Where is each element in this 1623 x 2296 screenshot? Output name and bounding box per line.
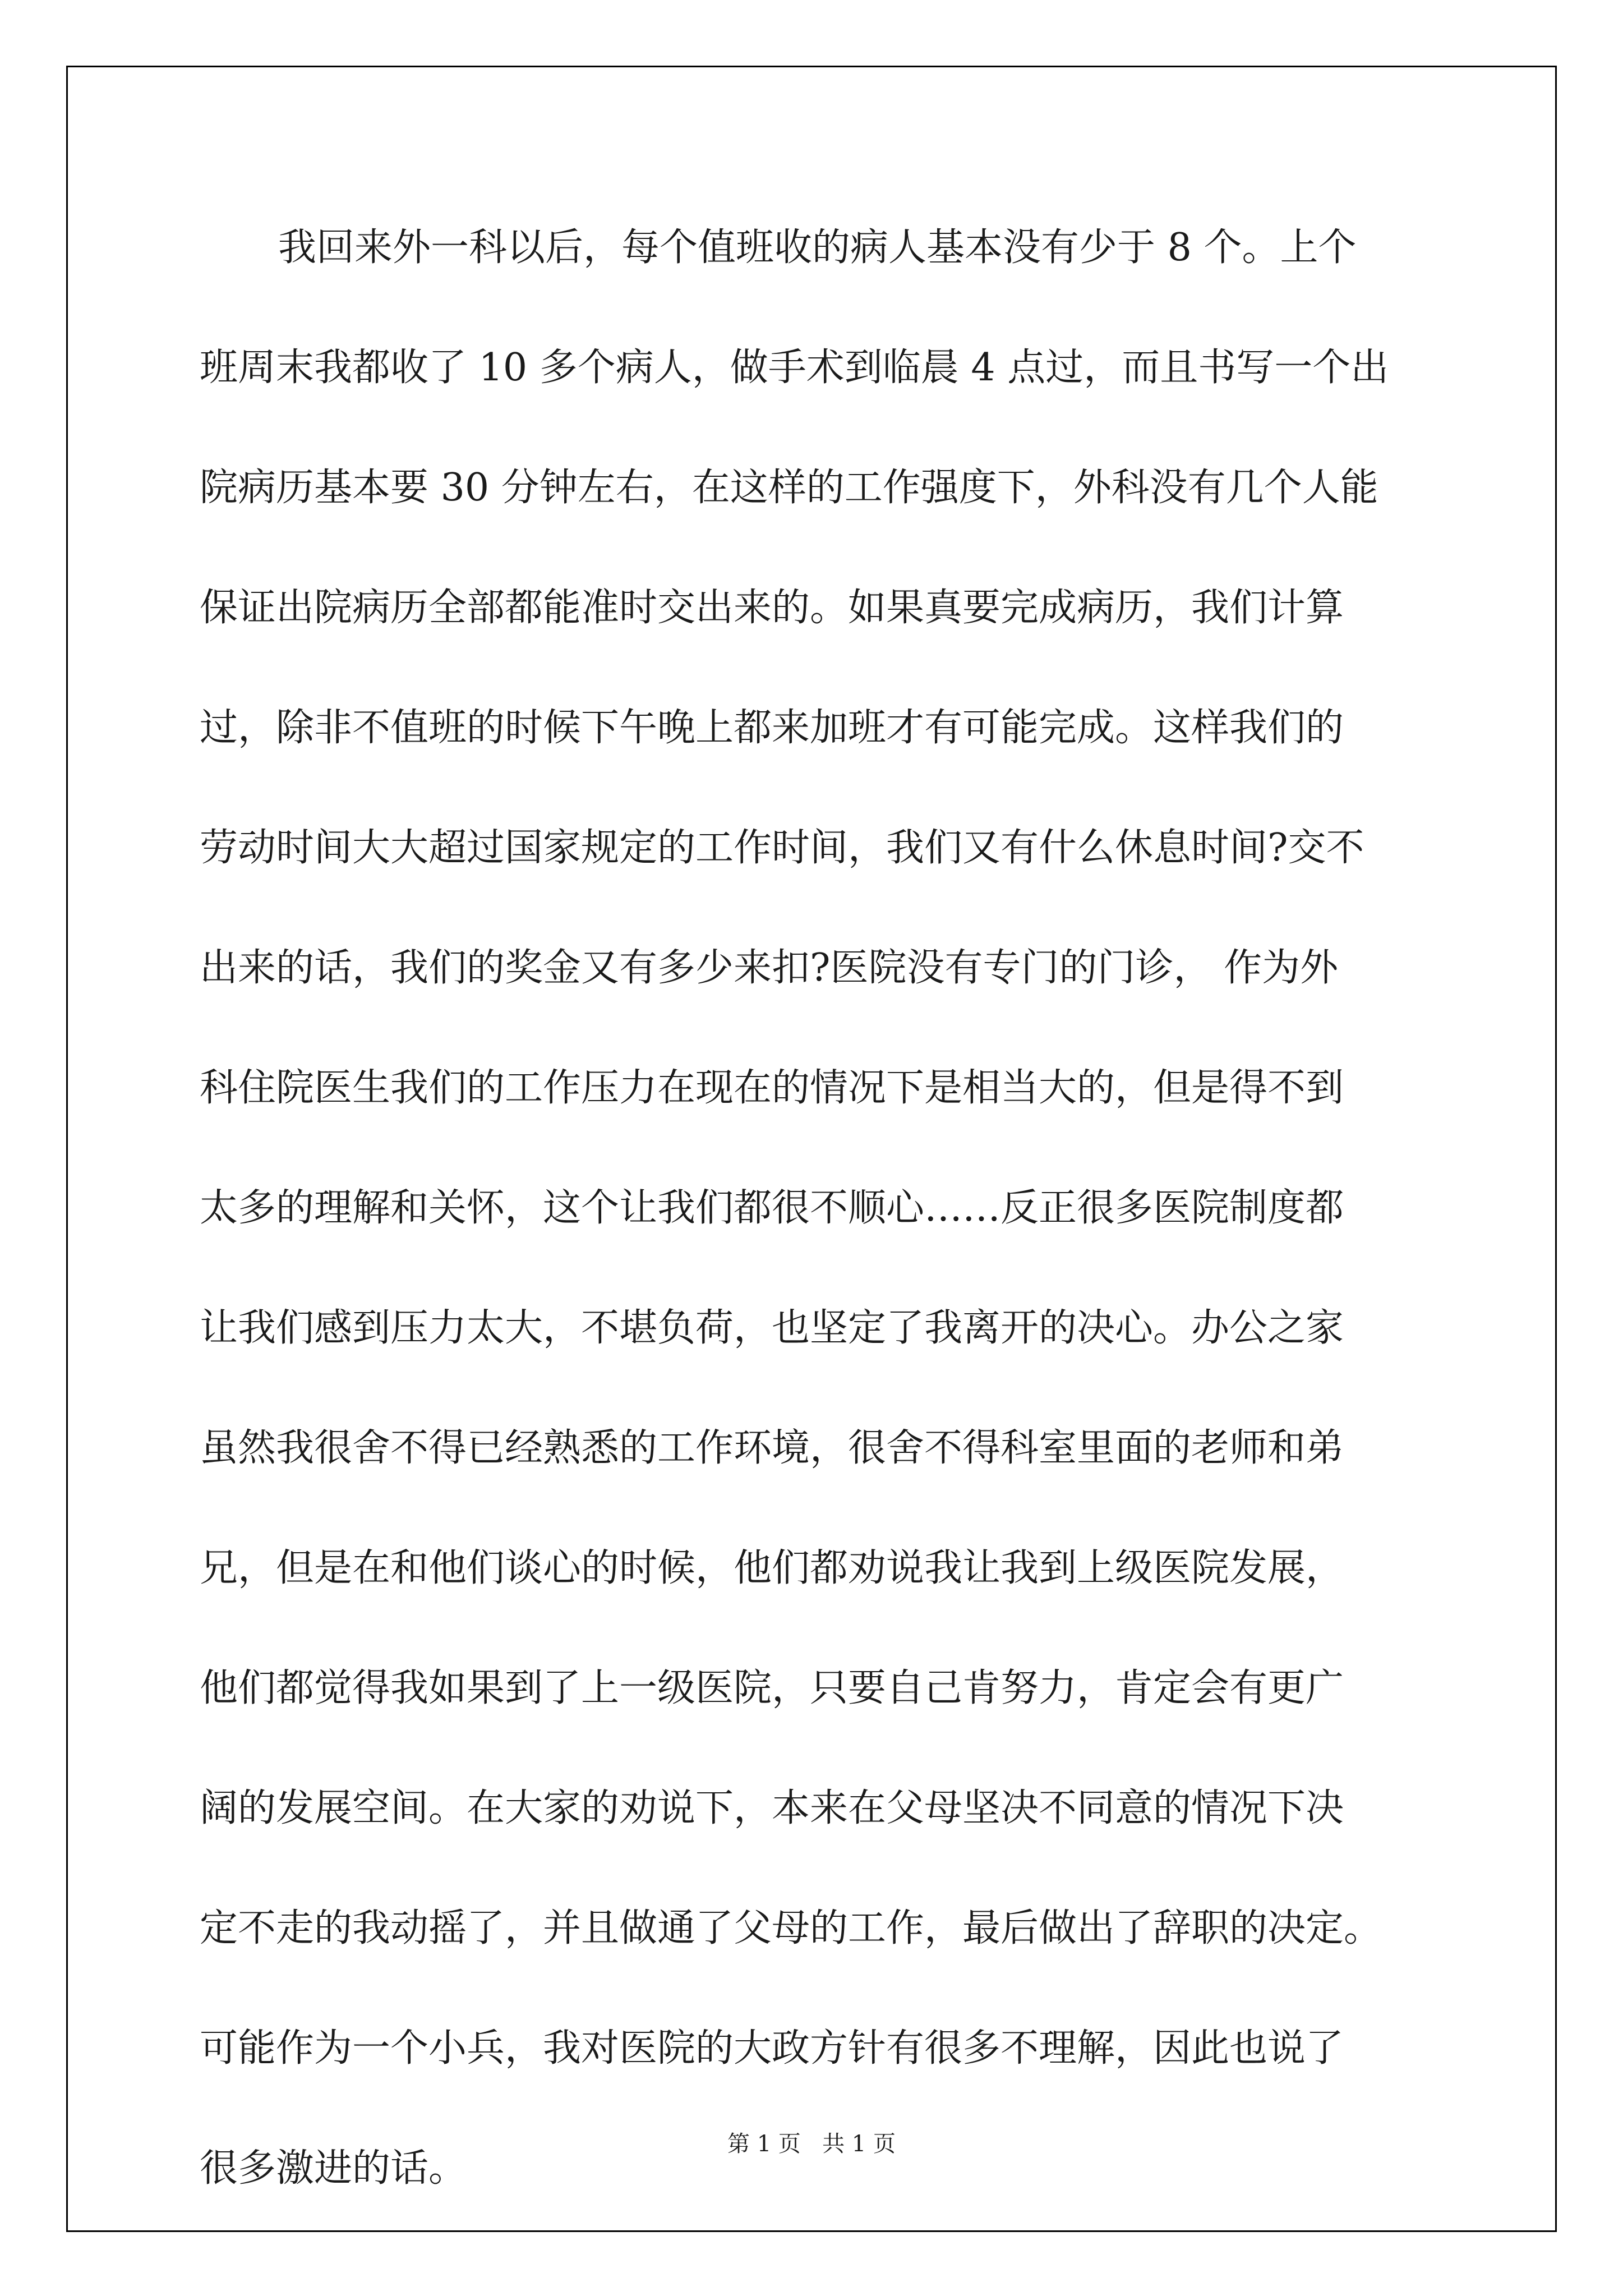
text-line: 虽然我很舍不得已经熟悉的工作环境，很舍不得科室里面的老师和弟 [200, 1426, 1344, 1470]
text-line: 很多激进的话。 [200, 2146, 467, 2191]
text-line: 太多的理解和关怀，这个让我们都很不顺心……反正很多医院制度都 [200, 1186, 1344, 1230]
text-line: 让我们感到压力太大，不堪负荷，也坚定了我离开的决心。办公之家 [200, 1306, 1344, 1350]
text-line: 过，除非不值班的时候下午晚上都来加班才有可能完成。这样我们的 [200, 706, 1344, 750]
text-line: 可能作为一个小兵，我对医院的大政方针有很多不理解，因此也说了 [200, 2026, 1344, 2070]
text-line: 定不走的我动摇了，并且做通了父母的工作，最后做出了辞职的决定。 [200, 1906, 1382, 1950]
text-line: 出来的话，我们的奖金又有多少来扣?医院没有专门的门诊， 作为外 [200, 946, 1339, 990]
text-line: 保证出院病历全部都能准时交出来的。如果真要完成病历，我们计算 [200, 586, 1344, 630]
text-line: 兄，但是在和他们谈心的时候，他们都劝说我让我到上级医院发展， [200, 1546, 1344, 1590]
text-line: 班周末我都收了 10 多个病人，做手术到临晨 4 点过，而且书写一个出 [200, 346, 1389, 390]
page-footer: 第 1 页 共 1 页 [727, 2131, 896, 2157]
text-line: 阔的发展空间。在大家的劝说下，本来在父母坚决不同意的情况下决 [200, 1786, 1344, 1830]
body-paragraph [200, 203, 1433, 2244]
text-line: 科住院医生我们的工作压力在现在的情况下是相当大的，但是得不到 [200, 1066, 1344, 1110]
text-line: 他们都觉得我如果到了上一级医院，只要自己肯努力，肯定会有更广 [200, 1666, 1344, 1710]
text-line: 劳动时间大大超过国家规定的工作时间，我们又有什么休息时间?交不 [200, 826, 1364, 870]
text-line: 院病历基本要 30 分钟左右，在这样的工作强度下，外科没有几个人能 [200, 466, 1378, 510]
text-line: 我回来外一科以后，每个值班收的病人基本没有少于 8 个。上个 [278, 226, 1357, 270]
